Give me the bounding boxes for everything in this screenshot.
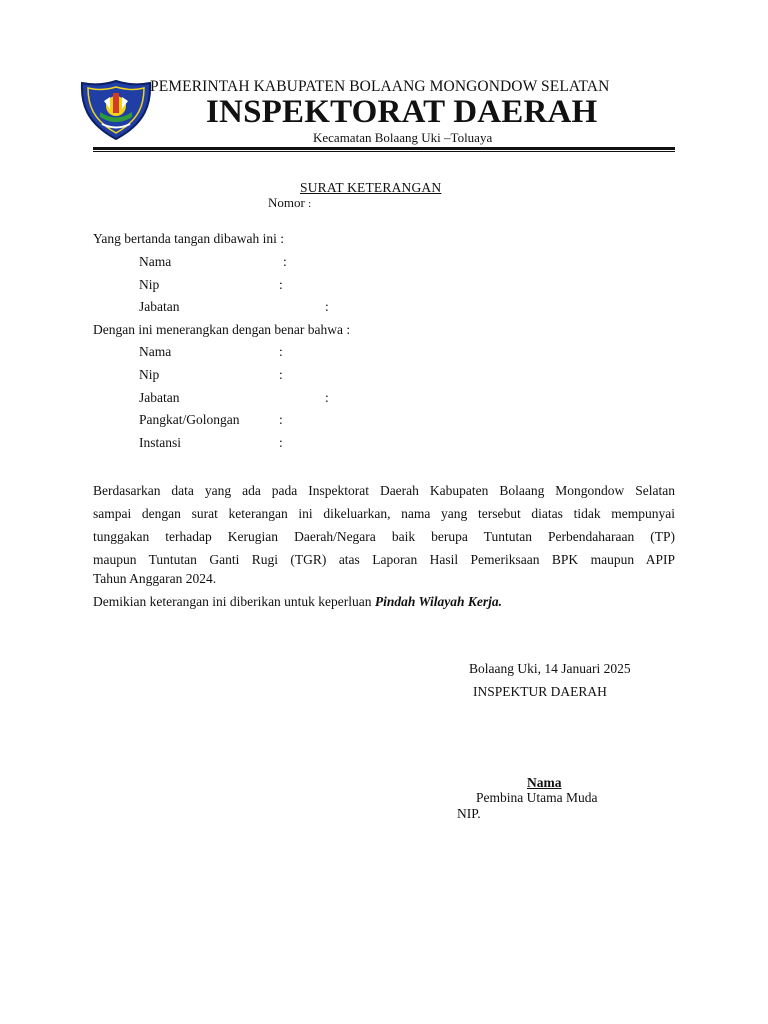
statement-line: tunggakan terhadap Kerugian Daerah/Negara baik berupa Tuntutan Perbendaharaan (TP) bbox=[93, 529, 675, 544]
subject-field-label: Instansi bbox=[139, 435, 181, 450]
signer-rank: Pembina Utama Muda bbox=[476, 790, 598, 805]
signer-field-colon: : bbox=[283, 254, 287, 269]
subject-field-label: Nama bbox=[139, 344, 172, 359]
government-name: PEMERINTAH KABUPATEN BOLAANG MONGONDOW SELATAN bbox=[150, 78, 610, 95]
regency-emblem-icon bbox=[80, 79, 152, 141]
signer-field-label: Nama bbox=[139, 254, 172, 269]
agency-location: Kecamatan Bolaang Uki –Toluaya bbox=[313, 130, 493, 145]
closing-sentence bbox=[93, 594, 502, 610]
signer-field-label: Jabatan bbox=[139, 299, 180, 314]
signer-name: Nama bbox=[527, 775, 562, 790]
subject-field-colon: : bbox=[279, 344, 283, 359]
document-number-label: Nomor bbox=[268, 195, 305, 210]
subject-field-colon: : bbox=[279, 412, 283, 427]
letterhead-rule-thin bbox=[93, 151, 675, 152]
signer-field-colon: : bbox=[279, 277, 283, 292]
statement-paragraph bbox=[93, 479, 675, 571]
document-number bbox=[268, 195, 311, 211]
subject-intro: Dengan ini menerangkan dengan benar bahwa : bbox=[93, 322, 351, 337]
closing-purpose: Pindah Wilayah Kerja. bbox=[374, 594, 503, 609]
statement-line: Berdasarkan data yang ada pada Inspektorat Daerah Kabupaten Bolaang Mongondow Selatan bbox=[93, 483, 675, 498]
letterhead-rule-thick bbox=[93, 147, 675, 150]
statement-last-line: Tahun Anggaran 2024. bbox=[93, 571, 217, 586]
subject-field-colon: : bbox=[279, 435, 283, 450]
signer-field-label: Nip bbox=[139, 277, 160, 292]
signer-position: INSPEKTUR DAERAH bbox=[473, 684, 607, 699]
subject-field-label: Pangkat/Golongan bbox=[139, 412, 240, 427]
document-number-colon: : bbox=[308, 198, 312, 210]
signer-nip: NIP. bbox=[457, 806, 481, 821]
subject-field-colon: : bbox=[279, 367, 283, 382]
place-date: Bolaang Uki, 14 Januari 2025 bbox=[469, 661, 631, 676]
statement-line: sampai dengan surat keterangan ini dikeluarkan, nama yang tersebut diatas tidak mempunyai bbox=[93, 506, 675, 521]
document-title: SURAT KETERANGAN bbox=[300, 180, 442, 195]
signer-field-colon: : bbox=[325, 299, 329, 314]
subject-field-label: Jabatan bbox=[139, 390, 180, 405]
agency-title: INSPEKTORAT DAERAH bbox=[206, 94, 598, 130]
subject-field-label: Nip bbox=[139, 367, 160, 382]
signer-intro: Yang bertanda tangan dibawah ini : bbox=[93, 231, 284, 246]
closing-text: Demikian keterangan ini diberikan untuk keperluan bbox=[93, 594, 375, 609]
statement-line: maupun Tuntutan Ganti Rugi (TGR) atas Laporan Hasil Pemeriksaan BPK maupun APIP bbox=[93, 552, 675, 567]
subject-field-colon: : bbox=[325, 390, 329, 405]
